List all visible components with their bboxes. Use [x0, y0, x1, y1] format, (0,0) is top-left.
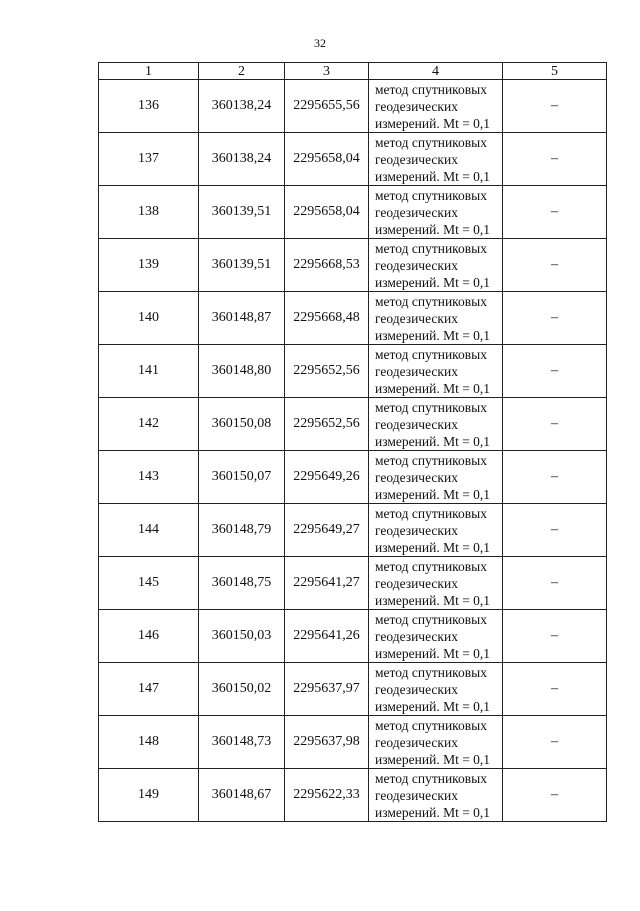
- method-cell: [369, 451, 503, 504]
- note-cell: –: [503, 133, 607, 186]
- method-line: геодезических: [375, 416, 458, 432]
- point-number-cell: 147: [99, 663, 199, 716]
- method-line: метод спутниковых: [375, 134, 487, 150]
- method-line: измерений. Mt = 0,1: [375, 327, 491, 343]
- point-number-cell: 149: [99, 769, 199, 822]
- method-line: измерений. Mt = 0,1: [375, 168, 491, 184]
- y-coordinate-cell: 2295658,04: [285, 186, 369, 239]
- method-line: геодезических: [375, 363, 458, 379]
- table-row: [99, 345, 607, 398]
- header-col-2: 2: [199, 63, 285, 80]
- method-cell: [369, 133, 503, 186]
- method-line: измерений. Mt = 0,1: [375, 115, 491, 131]
- x-coordinate-cell: 360148,80: [199, 345, 285, 398]
- y-coordinate-cell: 2295668,48: [285, 292, 369, 345]
- coordinates-table: [98, 62, 607, 822]
- method-line: метод спутниковых: [375, 399, 487, 415]
- x-coordinate-cell: 360148,73: [199, 716, 285, 769]
- note-cell: –: [503, 80, 607, 133]
- x-coordinate-cell: 360138,24: [199, 133, 285, 186]
- method-line: измерений. Mt = 0,1: [375, 592, 491, 608]
- method-cell: [369, 345, 503, 398]
- method-cell: [369, 769, 503, 822]
- table-body: [99, 63, 607, 822]
- method-cell: [369, 398, 503, 451]
- x-coordinate-cell: 360150,08: [199, 398, 285, 451]
- y-coordinate-cell: 2295641,26: [285, 610, 369, 663]
- table-row: [99, 557, 607, 610]
- y-coordinate-cell: 2295649,26: [285, 451, 369, 504]
- method-line: метод спутниковых: [375, 611, 487, 627]
- method-line: метод спутниковых: [375, 452, 487, 468]
- page-number: 32: [314, 36, 326, 50]
- y-coordinate-cell: 2295658,04: [285, 133, 369, 186]
- header-col-5: 5: [503, 63, 607, 80]
- y-coordinate-cell: 2295652,56: [285, 398, 369, 451]
- note-cell: –: [503, 451, 607, 504]
- note-cell: –: [503, 557, 607, 610]
- method-line: метод спутниковых: [375, 558, 487, 574]
- method-cell: [369, 610, 503, 663]
- method-line: метод спутниковых: [375, 240, 487, 256]
- point-number-cell: 144: [99, 504, 199, 557]
- x-coordinate-cell: 360148,75: [199, 557, 285, 610]
- method-line: метод спутниковых: [375, 293, 487, 309]
- x-coordinate-cell: 360150,02: [199, 663, 285, 716]
- note-cell: –: [503, 398, 607, 451]
- note-cell: –: [503, 292, 607, 345]
- method-line: геодезических: [375, 310, 458, 326]
- note-cell: –: [503, 504, 607, 557]
- x-coordinate-cell: 360139,51: [199, 186, 285, 239]
- table-row: [99, 769, 607, 822]
- note-cell: –: [503, 716, 607, 769]
- y-coordinate-cell: 2295622,33: [285, 769, 369, 822]
- method-line: геодезических: [375, 204, 458, 220]
- method-line: геодезических: [375, 522, 458, 538]
- y-coordinate-cell: 2295637,98: [285, 716, 369, 769]
- point-number-cell: 139: [99, 239, 199, 292]
- y-coordinate-cell: 2295652,56: [285, 345, 369, 398]
- method-line: геодезических: [375, 98, 458, 114]
- method-cell: [369, 716, 503, 769]
- x-coordinate-cell: 360148,67: [199, 769, 285, 822]
- note-cell: –: [503, 239, 607, 292]
- method-line: измерений. Mt = 0,1: [375, 751, 491, 767]
- method-line: геодезических: [375, 575, 458, 591]
- method-line: измерений. Mt = 0,1: [375, 380, 491, 396]
- method-line: геодезических: [375, 151, 458, 167]
- point-number-cell: 148: [99, 716, 199, 769]
- method-line: метод спутниковых: [375, 664, 487, 680]
- table-row: [99, 239, 607, 292]
- method-cell: [369, 557, 503, 610]
- method-line: измерений. Mt = 0,1: [375, 221, 491, 237]
- table-row: [99, 186, 607, 239]
- x-coordinate-cell: 360148,79: [199, 504, 285, 557]
- table-header-row: [99, 63, 607, 80]
- point-number-cell: 138: [99, 186, 199, 239]
- method-cell: [369, 504, 503, 557]
- method-line: геодезических: [375, 681, 458, 697]
- method-line: измерений. Mt = 0,1: [375, 539, 491, 555]
- method-line: измерений. Mt = 0,1: [375, 698, 491, 714]
- x-coordinate-cell: 360150,03: [199, 610, 285, 663]
- point-number-cell: 146: [99, 610, 199, 663]
- point-number-cell: 140: [99, 292, 199, 345]
- x-coordinate-cell: 360139,51: [199, 239, 285, 292]
- table-row: [99, 133, 607, 186]
- point-number-cell: 137: [99, 133, 199, 186]
- method-line: измерений. Mt = 0,1: [375, 804, 491, 820]
- header-col-3: 3: [285, 63, 369, 80]
- table-row: [99, 398, 607, 451]
- point-number-cell: 142: [99, 398, 199, 451]
- table-row: [99, 451, 607, 504]
- header-col-4: 4: [369, 63, 503, 80]
- y-coordinate-cell: 2295641,27: [285, 557, 369, 610]
- method-line: метод спутниковых: [375, 187, 487, 203]
- header-col-1: 1: [99, 63, 199, 80]
- table-row: [99, 716, 607, 769]
- point-number-cell: 143: [99, 451, 199, 504]
- method-cell: [369, 292, 503, 345]
- x-coordinate-cell: 360150,07: [199, 451, 285, 504]
- y-coordinate-cell: 2295649,27: [285, 504, 369, 557]
- method-line: геодезических: [375, 787, 458, 803]
- point-number-cell: 136: [99, 80, 199, 133]
- y-coordinate-cell: 2295637,97: [285, 663, 369, 716]
- note-cell: –: [503, 610, 607, 663]
- method-line: измерений. Mt = 0,1: [375, 433, 491, 449]
- y-coordinate-cell: 2295655,56: [285, 80, 369, 133]
- method-line: геодезических: [375, 628, 458, 644]
- method-line: геодезических: [375, 734, 458, 750]
- method-cell: [369, 80, 503, 133]
- x-coordinate-cell: 360148,87: [199, 292, 285, 345]
- method-line: метод спутниковых: [375, 346, 487, 362]
- point-number-cell: 145: [99, 557, 199, 610]
- table-row: [99, 504, 607, 557]
- table-row: [99, 80, 607, 133]
- method-line: метод спутниковых: [375, 717, 487, 733]
- method-line: измерений. Mt = 0,1: [375, 274, 491, 290]
- method-line: метод спутниковых: [375, 81, 487, 97]
- method-cell: [369, 186, 503, 239]
- y-coordinate-cell: 2295668,53: [285, 239, 369, 292]
- method-line: геодезических: [375, 257, 458, 273]
- table-row: [99, 663, 607, 716]
- note-cell: –: [503, 663, 607, 716]
- table-row: [99, 292, 607, 345]
- method-line: измерений. Mt = 0,1: [375, 645, 491, 661]
- method-cell: [369, 663, 503, 716]
- note-cell: –: [503, 186, 607, 239]
- point-number-cell: 141: [99, 345, 199, 398]
- x-coordinate-cell: 360138,24: [199, 80, 285, 133]
- note-cell: –: [503, 769, 607, 822]
- note-cell: –: [503, 345, 607, 398]
- method-line: метод спутниковых: [375, 770, 487, 786]
- method-line: измерений. Mt = 0,1: [375, 486, 491, 502]
- method-line: геодезических: [375, 469, 458, 485]
- table-row: [99, 610, 607, 663]
- method-cell: [369, 239, 503, 292]
- method-line: метод спутниковых: [375, 505, 487, 521]
